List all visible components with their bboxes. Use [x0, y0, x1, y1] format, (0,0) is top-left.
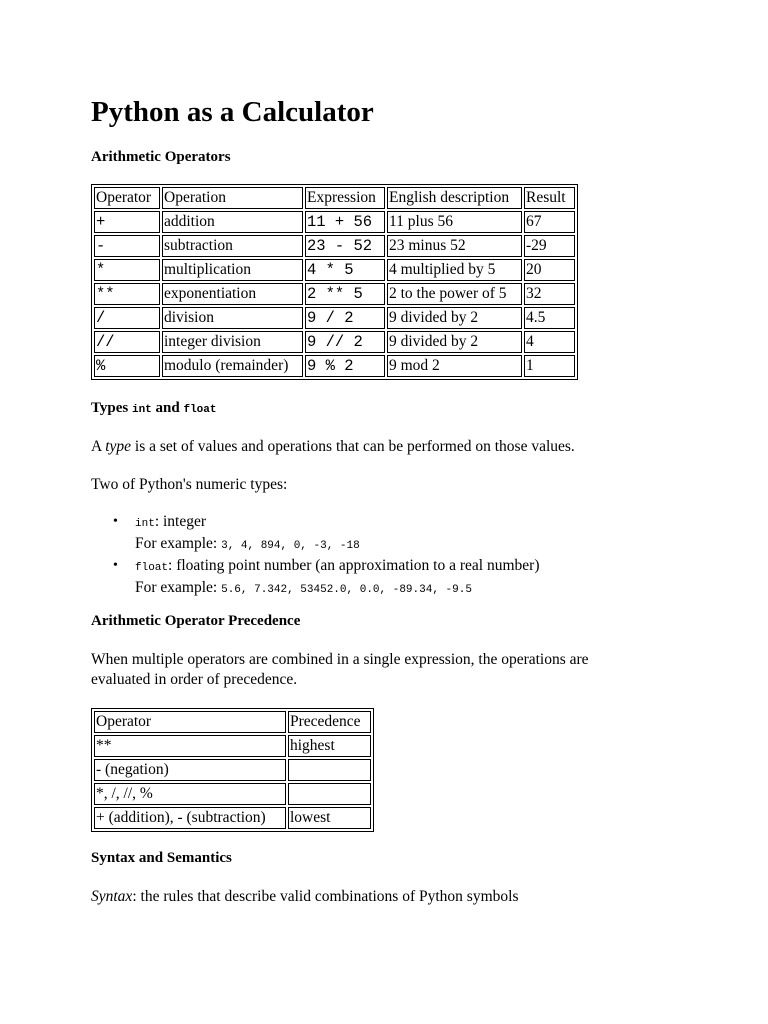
float-type-line — [135, 556, 731, 578]
page-title: Python as a Calculator — [91, 96, 374, 128]
description-cell: 11 plus 56 — [387, 211, 522, 233]
precedence-table — [91, 708, 374, 832]
description-cell: 9 divided by 2 — [387, 307, 522, 329]
type-definition-text: is a set of values and operations that can be performed on those values. — [134, 438, 575, 455]
table-row — [94, 235, 575, 257]
operation-cell: exponentiation — [162, 283, 303, 305]
bullet-icon: • — [113, 558, 118, 573]
type-term: type — [105, 438, 132, 455]
description-cell: 4 multiplied by 5 — [387, 259, 522, 281]
table-row — [94, 283, 575, 305]
arithmetic-operators-heading: Arithmetic Operators — [91, 149, 231, 165]
syntax-heading: Syntax and Semantics — [91, 850, 232, 866]
type-definition-prefix: A — [91, 438, 102, 455]
expression-cell: 23 - 52 — [305, 235, 385, 257]
header-cell: Operation — [162, 187, 303, 209]
table-row — [94, 307, 575, 329]
precedence-intro: When multiple operators are combined in a single expression, the operations are evaluated in order of precedence. — [91, 651, 589, 688]
table-row — [94, 807, 371, 829]
operation-cell: addition — [162, 211, 303, 233]
table-row — [94, 259, 575, 281]
int-code: int — [131, 404, 152, 416]
table-header-row — [94, 187, 575, 209]
types-heading — [91, 398, 217, 420]
list-item — [91, 512, 731, 556]
syntax-definition-text: : the rules that describe valid combinations of Python symbols — [132, 888, 519, 905]
header-cell: Operator — [94, 187, 160, 209]
description-cell: 9 mod 2 — [387, 355, 522, 377]
operation-cell: modulo (remainder) — [162, 355, 303, 377]
operator-cell: ** — [94, 283, 160, 305]
result-cell: -29 — [524, 235, 575, 257]
syntax-term: Syntax — [91, 888, 133, 905]
operation-cell: multiplication — [162, 259, 303, 281]
table-row — [94, 783, 371, 805]
result-cell: 4 — [524, 331, 575, 353]
float-type-name: float — [135, 562, 169, 574]
description-cell: 2 to the power of 5 — [387, 283, 522, 305]
header-cell: Result — [524, 187, 575, 209]
expression-cell: 11 + 56 — [305, 211, 385, 233]
int-type-desc: : integer — [154, 513, 207, 530]
precedence-cell: highest — [288, 735, 371, 757]
description-cell: 9 divided by 2 — [387, 331, 522, 353]
precedence-cell — [288, 783, 371, 805]
table-header-row — [94, 711, 371, 733]
expression-cell: 4 * 5 — [305, 259, 385, 281]
operator-cell: - — [94, 235, 160, 257]
result-cell: 32 — [524, 283, 575, 305]
operator-cell: % — [94, 355, 160, 377]
numeric-types-intro: Two of Python's numeric types: — [91, 476, 288, 493]
types-heading-prefix: Types — [91, 400, 129, 416]
int-example-line — [135, 534, 731, 556]
table-row — [94, 759, 371, 781]
float-example-line — [135, 578, 731, 600]
header-cell: Expression — [305, 187, 385, 209]
table-row — [94, 211, 575, 233]
header-cell: Operator — [94, 711, 286, 733]
description-cell: 23 minus 52 — [387, 235, 522, 257]
header-cell: English description — [387, 187, 522, 209]
operation-cell: integer division — [162, 331, 303, 353]
types-heading-middle: and — [155, 400, 180, 416]
operator-cell: // — [94, 331, 160, 353]
operator-cell: + (addition), - (subtraction) — [94, 807, 286, 829]
int-example-label: For example: — [135, 535, 218, 552]
int-example-values: 3, 4, 894, 0, -3, -18 — [221, 540, 360, 552]
float-example-values: 5.6, 7.342, 53452.0, 0.0, -89.34, -9.5 — [221, 584, 472, 596]
float-example-label: For example: — [135, 579, 218, 596]
precedence-cell — [288, 759, 371, 781]
precedence-heading: Arithmetic Operator Precedence — [91, 613, 301, 629]
precedence-cell: lowest — [288, 807, 371, 829]
type-definition — [91, 437, 575, 457]
float-type-desc: : floating point number (an approximation to a real number) — [168, 557, 540, 574]
operator-cell: / — [94, 307, 160, 329]
expression-cell: 9 / 2 — [305, 307, 385, 329]
int-type-name: int — [135, 518, 155, 530]
operation-cell: subtraction — [162, 235, 303, 257]
bullet-icon: • — [113, 514, 118, 529]
operator-cell: *, /, //, % — [94, 783, 286, 805]
expression-cell: 2 ** 5 — [305, 283, 385, 305]
result-cell: 20 — [524, 259, 575, 281]
syntax-definition — [91, 887, 518, 907]
table-row — [94, 735, 371, 757]
expression-cell: 9 // 2 — [305, 331, 385, 353]
table-row — [94, 331, 575, 353]
list-item — [91, 556, 731, 600]
int-type-line — [135, 512, 731, 534]
result-cell: 1 — [524, 355, 575, 377]
operator-cell: - (negation) — [94, 759, 286, 781]
operation-cell: division — [162, 307, 303, 329]
operator-cell: ** — [94, 735, 286, 757]
expression-cell: 9 % 2 — [305, 355, 385, 377]
table-row — [94, 355, 575, 377]
float-code: float — [183, 404, 217, 416]
result-cell: 4.5 — [524, 307, 575, 329]
header-cell: Precedence — [288, 711, 371, 733]
result-cell: 67 — [524, 211, 575, 233]
numeric-types-list — [91, 512, 731, 600]
operator-cell: + — [94, 211, 160, 233]
operator-cell: * — [94, 259, 160, 281]
arithmetic-operators-table — [91, 184, 578, 380]
